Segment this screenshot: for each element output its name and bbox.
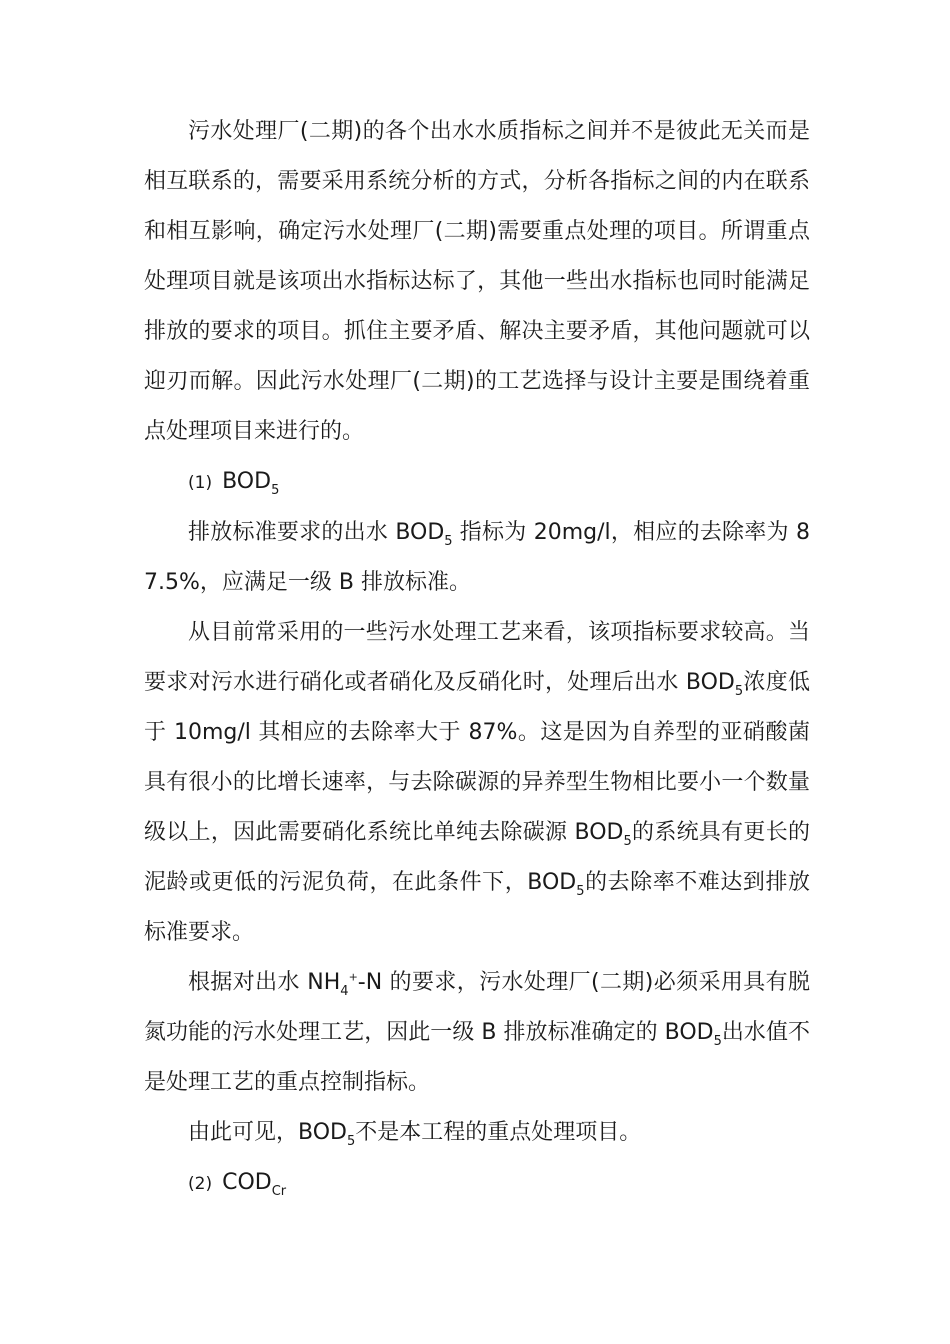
paragraph-intro: 污水处理厂(二期)的各个出水水质指标之间并不是彼此无关而是相互联系的，需要采用系统分析的方式，分析各指标之间的内在联系和相互影响，确定污水处理厂(二期)需要重点处理的项目。所谓重点处理项目就是该项出水指标达标了，其他一些出水指标也同时能满足排放的要求的项目。抓住主要矛盾、解决主要矛盾，其他问题就可以迎刃而解。因此污水处理厂(二期)的工艺选择与设计主要是围绕着重点处理项目来进行的。 — [144, 119, 810, 444]
text-run: 根据对出水 NH — [188, 970, 341, 995]
subscript: Cr — [271, 1184, 287, 1199]
subscript: 4 — [340, 984, 349, 999]
text-run: 浓度低于 10mg/l 其相应的去除率大于 87%。这是因为自养型的亚硝酸菌具有很小的比增长速率，与去除碳源的异养型生物相比要小一个数量级以上，因此需要硝化系统比单纯去除碳源 BOD — [144, 670, 810, 845]
subscript: 5 — [444, 534, 453, 549]
subscript: 5 — [576, 884, 585, 899]
paragraph-bod5-standard — [144, 508, 810, 608]
subscript: 5 — [734, 684, 744, 699]
subscript: 5 — [271, 483, 280, 498]
text-run: 排放标准要求的出水 BOD — [188, 520, 445, 545]
text-run: 从目前常采用的一些污水处理工艺来看，该项指标要求较高。当要求对污水进行硝化或者硝化及反硝化时，处理后出水 BOD — [144, 620, 810, 695]
text-run: 由此可见，BOD — [188, 1120, 347, 1145]
text-run: 出水值不是处理工艺的重点控制指标。 — [144, 1020, 810, 1095]
section-heading-bod5 — [144, 457, 810, 508]
subscript: 5 — [346, 1134, 356, 1149]
text-run: 的去除率不难达到排放标准要求。 — [144, 870, 810, 945]
subscript: 5 — [623, 834, 632, 849]
paragraph-bod5-conclusion — [144, 1108, 810, 1158]
paragraph-bod5-analysis — [144, 608, 810, 958]
superscript: + — [348, 970, 358, 984]
paragraph-nh4-requirement — [144, 958, 810, 1108]
subscript: 5 — [713, 1034, 722, 1049]
section-number: (2) — [188, 1174, 213, 1194]
document-page — [144, 107, 810, 1209]
section-title: BOD — [222, 469, 272, 494]
section-number: (1) — [188, 473, 213, 493]
text-run: 指标为 20mg/l，相应的去除率为 87.5%，应满足一级 B 排放标准。 — [144, 520, 810, 595]
section-title: COD — [222, 1170, 272, 1195]
text-run: 不是本工程的重点处理项目。 — [355, 1120, 642, 1145]
text-run: 的系统具有更长的泥龄或更低的污泥负荷，在此条件下，BOD — [144, 820, 810, 895]
section-heading-codcr — [144, 1158, 810, 1209]
text-run: -N 的要求，污水处理厂(二期)必须采用具有脱氮功能的污水处理工艺，因此一级 B 排放标准确定的 BOD — [144, 970, 810, 1045]
